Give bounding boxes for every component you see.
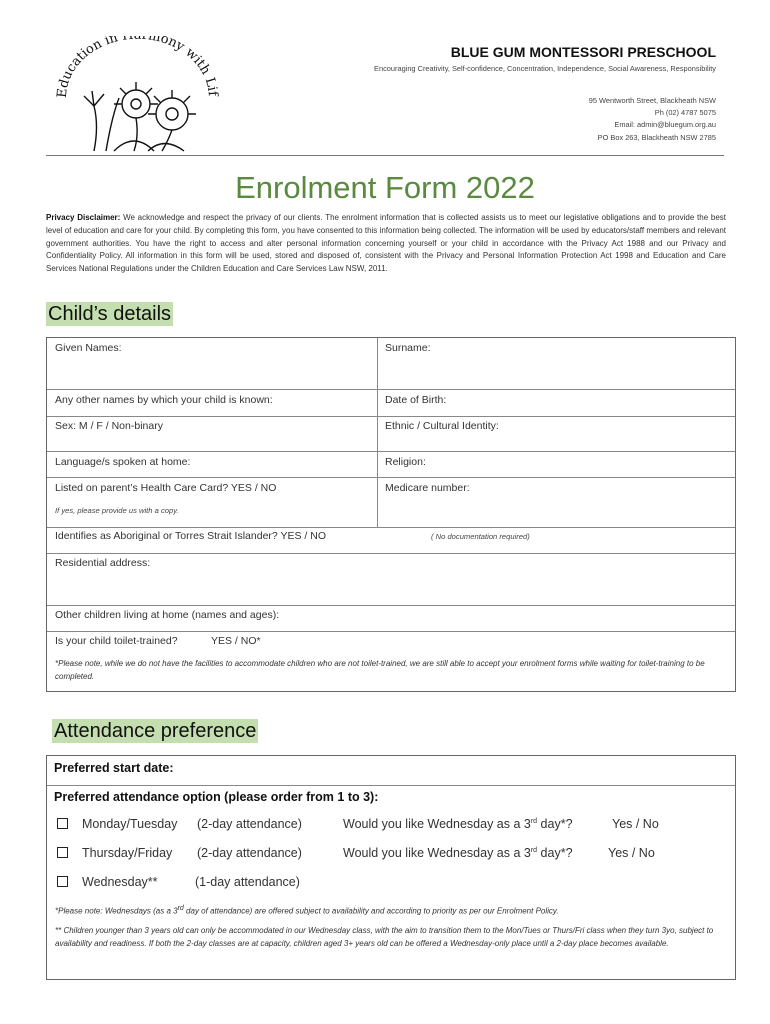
surname-field[interactable]: Surname:: [385, 342, 431, 354]
aboriginal-note: ( No documentation required): [431, 532, 530, 541]
wednesday-checkbox[interactable]: [57, 876, 68, 887]
header-divider: [46, 155, 724, 156]
option-days: Wednesday**: [82, 875, 158, 889]
privacy-disclaimer: [46, 212, 726, 276]
language-field[interactable]: Language/s spoken at home:: [55, 456, 191, 468]
privacy-label: Privacy Disclaimer:: [46, 213, 121, 222]
mon-tue-checkbox[interactable]: [57, 818, 68, 829]
wednesday-answer[interactable]: Yes / No: [612, 817, 659, 831]
date-of-birth-field[interactable]: Date of Birth:: [385, 394, 447, 406]
given-names-field[interactable]: Given Names:: [55, 342, 122, 354]
option-type: (2-day attendance): [197, 846, 302, 860]
option-days: Monday/Tuesday: [82, 817, 178, 831]
thu-fri-checkbox[interactable]: [57, 847, 68, 858]
wednesday-question: Would you like Wednesday as a 3rd day*?: [343, 817, 573, 831]
svg-text:Education in Harmony with Life: [44, 36, 220, 98]
option-row: [57, 847, 68, 861]
wednesday-answer[interactable]: Yes / No: [608, 846, 655, 860]
childs-details-table: [46, 337, 736, 692]
school-tagline: Encouraging Creativity, Self-confidence, Concentration, Independence, Social Awareness, Responsibility: [374, 64, 716, 73]
school-logo: [44, 36, 224, 156]
attendance-heading: Attendance preference: [54, 720, 257, 742]
school-address: [589, 95, 716, 144]
younger-children-note: ** Children younger than 3 years old can only be accommodated in our Wednesday class, with the aim to transition them to the Mon/Tues or Thurs/Fri class when they turn 3yo, subject to availability and readiness. If both the 2-day classes are at capacity, children aged 3+ years old can be offered a Wednesday-only place until a 2-day place becomes available.: [55, 926, 714, 948]
toilet-trained-note: *Please note, while we do not have the facilities to accommodate children who are not toilet-trained, we are still able to accept your enrolment forms while waiting for toilet-training to be completed.: [55, 659, 705, 681]
option-type: (1-day attendance): [195, 875, 300, 889]
wednesday-note: *Please note: Wednesdays (as a 3rd day of attendance) are offered subject to availability and according to priority as per our Enrolment Policy.: [55, 905, 559, 916]
residential-address-field[interactable]: Residential address:: [55, 557, 151, 569]
option-row: [57, 876, 68, 890]
po-box-line: PO Box 263, Blackheath NSW 2785: [597, 132, 716, 142]
health-care-card-field[interactable]: Listed on parent’s Health Care Card? YES / NO: [55, 482, 277, 494]
address-line: 95 Wentworth Street, Blackheath NSW: [588, 96, 716, 105]
attendance-table: [46, 755, 736, 980]
preferred-start-date-field[interactable]: Preferred start date:: [54, 761, 174, 775]
logo-text: Education in mony with Lif: [54, 36, 220, 99]
phone-line: Ph (02) 4787 5075: [654, 108, 716, 118]
option-row: [57, 818, 68, 832]
sex-field[interactable]: Sex: M / F / Non-binary: [55, 420, 163, 432]
school-name: BLUE GUM MONTESSORI PRESCHOOL: [450, 44, 716, 60]
childs-details-heading: Child’s details: [48, 303, 172, 325]
aboriginal-identity-field[interactable]: Identifies as Aboriginal or Torres Strait Islander? YES / NO: [55, 530, 326, 542]
medicare-number-field[interactable]: Medicare number:: [385, 482, 470, 494]
option-type: (2-day attendance): [197, 817, 302, 831]
option-days: Thursday/Friday: [82, 846, 173, 860]
email-line[interactable]: Email: admin@bluegum.org.au: [614, 120, 716, 130]
wednesday-question: Would you like Wednesday as a 3rd day*?: [343, 846, 573, 860]
other-names-field[interactable]: Any other names by which your child is known:: [55, 394, 273, 406]
toilet-trained-field[interactable]: Is your child toilet-trained?: [55, 635, 178, 647]
other-children-field[interactable]: Other children living at home (names and ages):: [55, 609, 280, 621]
religion-field[interactable]: Religion:: [385, 456, 426, 468]
attendance-option-heading: Preferred attendance option (please order from 1 to 3):: [54, 790, 379, 804]
privacy-text: We acknowledge and respect the privacy of our clients. The enrolment information that is collected assists us to meet our legislative obligations and to provide the best level of education and care for your child. By completing this form, you have consented to this information being collected. The information will be used by educators/staff members and relevant government authorities. You have the right to access and alter personal information concerning yourself or your child in accordance with the Privacy Act 1988 and our Privacy and Confidentiality Policy. All information in this form will be used, stored and disposed of, consistent with the Privacy and Personal Information Protection Act 1998 and Education and Care Services National Regulations under the Children Education and Care Services Law NSW, 2011.: [46, 213, 727, 274]
ethnic-identity-field[interactable]: Ethnic / Cultural Identity:: [385, 420, 499, 432]
toilet-trained-options[interactable]: YES / NO*: [211, 635, 261, 647]
page-title: Enrolment Form 2022: [235, 170, 535, 205]
health-care-card-note: If yes, please provide us with a copy.: [55, 506, 179, 515]
